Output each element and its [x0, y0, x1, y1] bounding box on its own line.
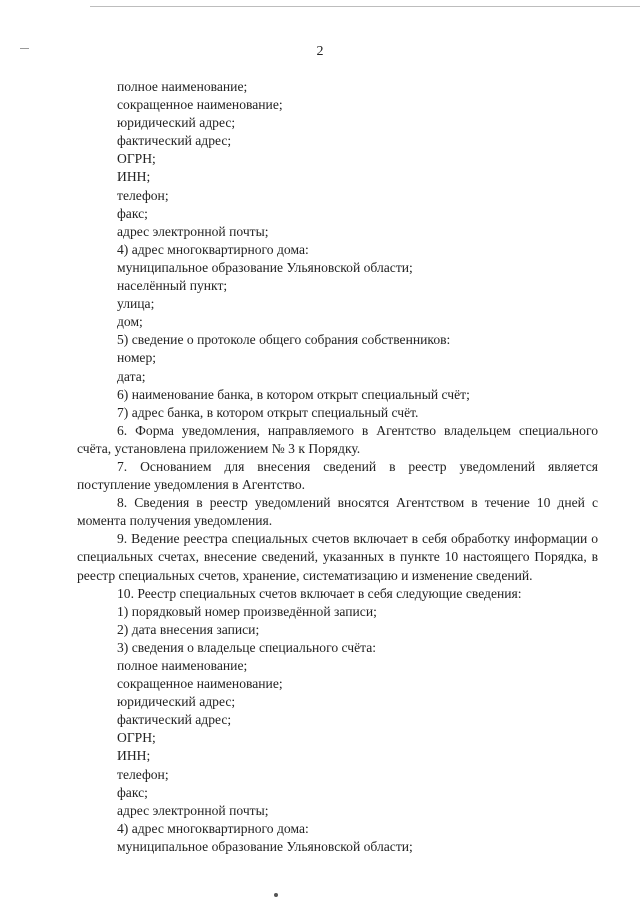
paragraph-9 — [77, 530, 598, 584]
registry-details-list — [77, 603, 598, 856]
list-line: юридический адрес; — [117, 115, 236, 131]
list-line: ИНН; — [117, 748, 151, 764]
list-line: улица; — [117, 296, 155, 312]
paragraph-text: 10. Реестр специальных счетов включает в себя следующие сведения: — [117, 585, 522, 601]
list-line: сокращенное наименование; — [117, 97, 283, 113]
paragraph-8 — [77, 494, 598, 530]
paragraph-7 — [77, 458, 598, 494]
list-line: 2) дата внесения записи; — [117, 621, 260, 637]
list-line: телефон; — [117, 766, 169, 782]
paragraph-text: 8. Сведения в реестр уведомлений вносятся Агентством в течение 10 дней с момента получения уведомления. — [77, 495, 598, 529]
list-line: 5) сведение о протоколе общего собрания собственников: — [117, 332, 451, 348]
list-line: фактический адрес; — [117, 133, 232, 149]
list-line: юридический адрес; — [117, 694, 236, 710]
document-body — [77, 78, 598, 856]
list-line: полное наименование; — [117, 658, 248, 673]
list-line: адрес электронной почты; — [117, 802, 269, 818]
list-line: дом; — [117, 314, 143, 330]
list-line: адрес электронной почты; — [117, 223, 269, 239]
list-line: 6) наименование банка, в котором открыт специальный счёт; — [117, 386, 470, 402]
list-line: фактический адрес; — [117, 712, 232, 728]
list-line: 4) адрес многоквартирного дома: — [117, 820, 309, 836]
paragraph-6 — [77, 422, 598, 458]
paragraph-text: 7. Основанием для внесения сведений в реестр уведомлений является поступление уведомления в Агентство. — [77, 458, 598, 493]
owner-details-list — [77, 78, 598, 422]
list-line: номер; — [117, 350, 157, 366]
list-line: 7) адрес банка, в котором открыт специальный счёт. — [117, 404, 419, 420]
page-number: 2 — [316, 44, 324, 59]
list-line: факс; — [117, 205, 148, 221]
list-line: населённый пункт; — [117, 278, 228, 294]
list-line: факс; — [117, 784, 148, 800]
list-line: полное наименование; — [117, 79, 248, 94]
list-line: дата; — [117, 368, 146, 384]
list-line: телефон; — [117, 187, 169, 203]
list-line: ОГРН; — [117, 730, 156, 746]
list-line: муниципальное образование Ульяновской области; — [117, 838, 413, 854]
list-line: муниципальное образование Ульяновской области; — [117, 259, 413, 275]
list-line: 3) сведения о владельце специального счёта: — [117, 639, 377, 655]
scan-edge-line — [90, 6, 640, 7]
paragraph-text: 6. Форма уведомления, направляемого в Агентство владельцем специального счёта, установлена приложением № 3 к Порядку. — [77, 422, 598, 456]
paragraph-10 — [77, 585, 598, 603]
list-line: 1) порядковый номер произведённой записи; — [117, 603, 377, 619]
list-line: ОГРН; — [117, 151, 156, 167]
paragraph-text: 9. Ведение реестра специальных счетов включает в себя обработку информации о специальных счетах, внесение сведений, указанных в пункте 10 настоящего Порядка, в реестр специальных счетов, хранение, систематизацию и изменение сведений. — [77, 531, 598, 583]
list-line: 4) адрес многоквартирного дома: — [117, 241, 309, 257]
scan-dot — [274, 893, 278, 897]
list-line: ИНН; — [117, 169, 151, 185]
list-line: сокращенное наименование; — [117, 676, 283, 692]
